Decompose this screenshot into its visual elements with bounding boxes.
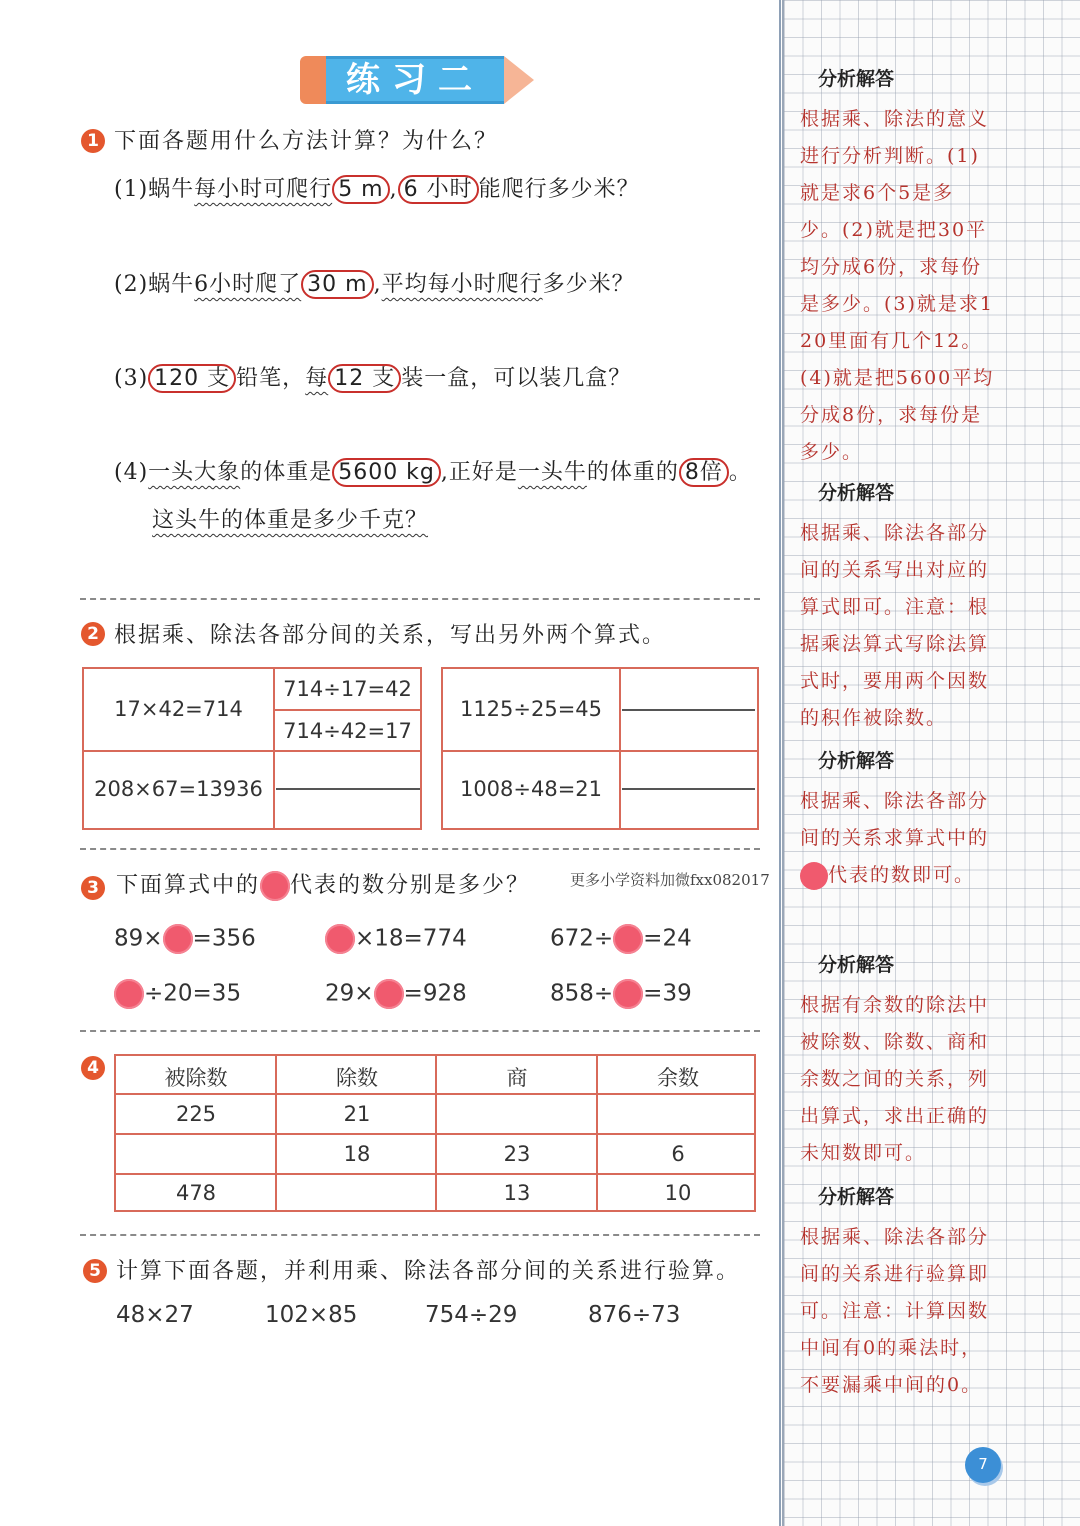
answer-line (622, 709, 755, 711)
q2-left-sub-1: 714÷17=42 (283, 677, 412, 701)
analysis-text-4: 根据有余数的除法中被除数、除数、商和余数之间的关系，列出算式，求出正确的未知数即可。 (800, 994, 990, 1164)
q1-2-question: 多少米？ (542, 272, 635, 297)
page-divider (779, 0, 781, 1526)
expr-part: ×18=774 (355, 925, 467, 952)
q3-expr-1 (114, 924, 256, 954)
q3-prompt-end: 代表的数分别是多少？ (290, 873, 531, 898)
q1-3-keyword: 每 (305, 366, 329, 391)
answer-line (622, 788, 755, 790)
flower-icon (114, 979, 144, 1009)
q1-1-circled-time: 6 小时 (398, 175, 479, 204)
q5-expr-4: 876÷73 (588, 1302, 681, 1328)
analysis-text-2: 根据乘、除法各部分间的关系写出对应的算式即可。注意：根据乘法算式写除法算式时，要用两个因数的积作被除数。 (800, 522, 990, 729)
analysis-heading-2: 分析解答 (818, 482, 895, 504)
q5-expr-1: 48×27 (116, 1302, 194, 1328)
q2-table-left (82, 667, 422, 830)
question-2-number: 2 (81, 622, 105, 646)
q4-cell: 225 (175, 1102, 217, 1126)
table-rule (619, 669, 621, 828)
section-divider (80, 848, 760, 850)
q4-cell: 6 (671, 1142, 685, 1166)
q4-cell: 13 (503, 1181, 531, 1205)
pencil-tip (504, 56, 534, 104)
q1-1-question: 能爬行多少米？ (478, 177, 640, 202)
q1-4-prefix: (4) (114, 460, 149, 485)
q2-right-main-2: 1008÷48=21 (459, 777, 603, 801)
q3-expr-2 (325, 924, 467, 954)
q1-2-keyword: 6小时爬了 (194, 272, 302, 297)
question-2-prompt: 根据乘、除法各部分间的关系，写出另外两个算式。 (114, 623, 667, 648)
q1-3-circled-per-box: 12 支 (328, 364, 401, 393)
flower-icon (163, 924, 193, 954)
table-rule (116, 1093, 754, 1095)
table-rule (443, 750, 757, 752)
table-rule (116, 1173, 754, 1175)
q1-4-text-2: ,正好是 (440, 460, 518, 485)
q5-expr-3: 754÷29 (425, 1302, 518, 1328)
expr-part: =24 (643, 925, 692, 952)
q3-prompt-start: 下面算式中的 (116, 873, 261, 898)
q1-item-1 (114, 172, 640, 203)
q2-left-sub-2: 714÷42=17 (283, 719, 412, 743)
q1-item-4-line-2 (152, 503, 428, 534)
q1-4-text-3: 的体重的 (586, 460, 679, 485)
expr-part: =39 (643, 980, 692, 1007)
answer-line (276, 788, 420, 790)
section-divider (80, 598, 760, 600)
question-1-number: 1 (81, 129, 105, 153)
watermark-text: 更多小学资料加微fxx082017 (570, 871, 770, 889)
question-5-prompt: 计算下面各题，并利用乘、除法各部分间的关系进行验算。 (116, 1259, 741, 1284)
q1-3-circled-total: 120 支 (148, 364, 236, 393)
q2-table-right (441, 667, 759, 830)
q3-expr-3 (550, 924, 692, 954)
analysis-heading-5: 分析解答 (818, 1186, 895, 1208)
flower-icon (613, 979, 643, 1009)
q1-3-text: 铅笔， (236, 366, 306, 391)
q1-4-keyword-2: 一头牛 (517, 460, 587, 485)
q1-2-circled-value: 30 m (301, 270, 373, 299)
analysis-heading-3: 分析解答 (818, 750, 895, 772)
q4-header-divisor: 除数 (336, 1066, 378, 1090)
question-5-number: 5 (83, 1259, 107, 1283)
q4-header-dividend: 被除数 (164, 1066, 228, 1090)
analysis-heading-1: 分析解答 (818, 68, 895, 90)
q1-2-prefix: (2)蜗牛 (114, 272, 195, 297)
expr-part: 89× (114, 925, 163, 952)
analysis-text-3-start: 根据乘、除法各部分间的关系求算式中的 (800, 790, 990, 849)
q3-expr-5 (325, 979, 467, 1009)
q4-table (114, 1054, 756, 1212)
table-rule (84, 750, 420, 752)
q1-2-comma: , (373, 272, 382, 297)
expr-part: =928 (403, 980, 467, 1007)
analysis-text-1: 根据乘、除法的意义进行分析判断。(1)就是求6个5是多少。(2)就是把30平均分成6份，求每份是多少。(3)就是求120里面有几个12。(4)就是把5600平均分成8份，求每份是多少。 (800, 108, 995, 463)
question-1-prompt: 下面各题用什么方法计算？为什么？ (114, 129, 499, 154)
q3-expr-4 (114, 979, 241, 1009)
title-banner (300, 56, 535, 104)
expr-part: 858÷ (550, 980, 614, 1007)
page-number: 7 (965, 1447, 1001, 1483)
q1-4-keyword: 一头大象 (148, 460, 241, 485)
q1-4-circled-multiple: 8倍 (679, 458, 729, 487)
section-divider (80, 1234, 760, 1236)
q1-item-2 (114, 267, 635, 298)
q4-cell: 10 (664, 1181, 692, 1205)
q1-3-prefix: (3) (114, 366, 149, 391)
q1-1-circled-value: 5 m (332, 175, 389, 204)
q5-expr-2: 102×85 (265, 1302, 358, 1328)
q1-1-keyword: 每小时可爬行 (194, 177, 333, 202)
q4-header-remainder: 余数 (657, 1066, 699, 1090)
question-4-number: 4 (81, 1056, 105, 1080)
q4-cell: 18 (343, 1142, 371, 1166)
q1-4-question: 这头牛的体重是多少千克？ (152, 508, 429, 533)
flower-icon (613, 924, 643, 954)
expr-part: ÷20=35 (144, 980, 242, 1007)
page-title: 练习二 (346, 60, 484, 100)
question-3-prompt (116, 868, 530, 901)
q2-left-main-1: 17×42=714 (114, 697, 243, 721)
q1-1-comma: , (389, 177, 398, 202)
q1-item-3 (114, 361, 631, 392)
flower-icon (325, 924, 355, 954)
q1-2-keyword-2: 平均每小时爬行 (381, 272, 543, 297)
flower-icon (374, 979, 404, 1009)
analysis-text-5: 根据乘、除法各部分间的关系进行验算即可。注意：计算因数中间有0的乘法时，不要漏乘中间的0。 (800, 1226, 990, 1396)
table-rule (116, 1133, 754, 1135)
q3-expr-6 (550, 979, 692, 1009)
flower-icon (800, 862, 828, 890)
question-3-number: 3 (81, 876, 105, 900)
analysis-text-3 (800, 783, 995, 894)
q1-4-circled-weight: 5600 kg (332, 458, 441, 487)
q1-3-question: 装一盒，可以装几盒？ (401, 366, 632, 391)
q2-left-main-2: 208×67=13936 (94, 777, 263, 801)
analysis-text-3-end: 代表的数即可。 (828, 864, 976, 886)
q4-cell: 23 (503, 1142, 531, 1166)
expr-part: =356 (192, 925, 256, 952)
analysis-heading-4: 分析解答 (818, 954, 895, 976)
q4-header-quotient: 商 (506, 1066, 528, 1090)
q1-1-prefix: (1)蜗牛 (114, 177, 195, 202)
table-rule (274, 709, 420, 711)
section-divider (80, 1030, 760, 1032)
q4-cell: 21 (343, 1102, 371, 1126)
q1-item-4 (114, 455, 752, 486)
q4-cell: 478 (175, 1181, 217, 1205)
q1-4-text: 的体重是 (240, 460, 333, 485)
expr-part: 29× (325, 980, 374, 1007)
flower-icon (260, 871, 290, 901)
q1-4-period: 。 (728, 460, 752, 485)
q2-right-main-1: 1125÷25=45 (459, 697, 603, 721)
expr-part: 672÷ (550, 925, 614, 952)
